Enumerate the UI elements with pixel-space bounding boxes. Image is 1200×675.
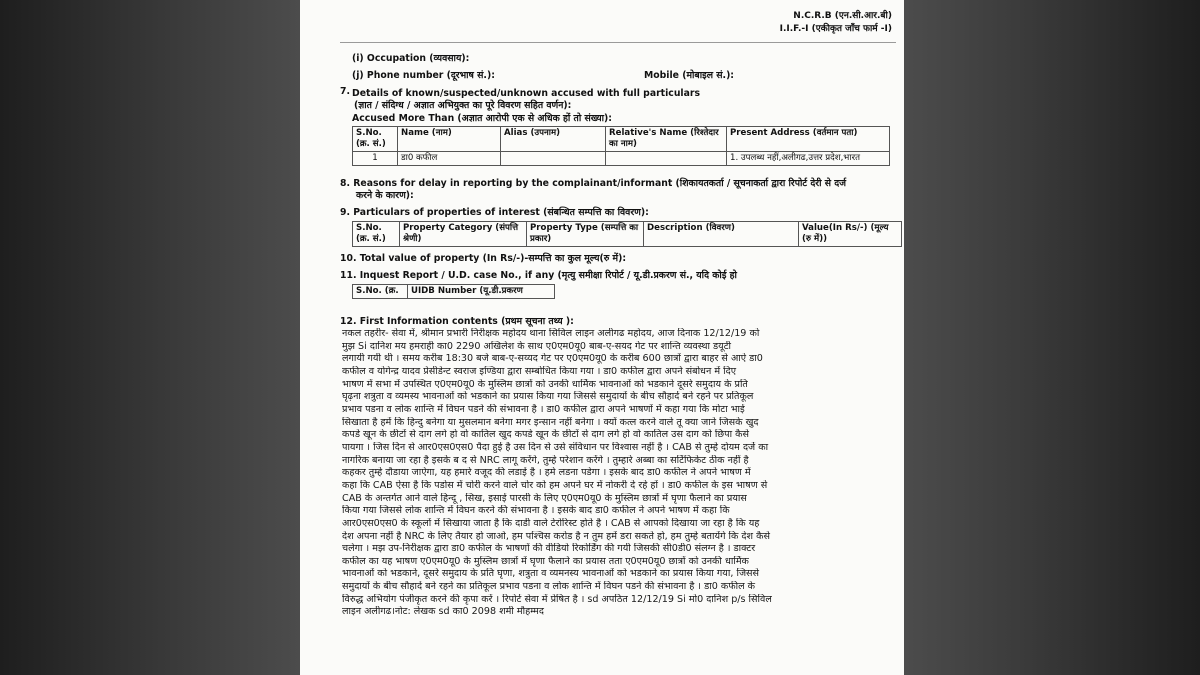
table-header-row: [353, 285, 555, 299]
fir-line: विरुद्ध अभियोग पंजीकृत करने की कृपा करें । रिपोर्ट सेवा में प्रेषित है । sd अपठित 12/12/19 Si मो0 दानिश p/s सिविल: [342, 593, 772, 605]
col-sno: S.No.(क्र. सं.): [353, 127, 398, 152]
fir-line: कहकर तुम्हे दौडाया जाऐगा, यह हमारे वजूद की लडाई है । हमे लडना पडेगा । इसके बाद डा0 कफील ने अपने भाषण में: [342, 467, 751, 479]
cell-sno: 1: [353, 152, 398, 166]
fir-line: कफील का यह भाषण ए0एम0यू0 के मुस्लिम छात्रों में घृणा फैलाने का प्रयास तता ए0एम0यू0 छात्रों को उनकी धार्मिक: [342, 555, 749, 567]
accused-table: [352, 126, 890, 166]
col-description: Description (विवरण): [644, 222, 799, 247]
fir-contents: [342, 328, 862, 619]
fir-line: लगायी गयी थी । समय करीब 18:30 बजे बाब-ए-सय्यद गेट पर ए0एम0यू0 के करीब 600 छात्रों द्वारा बाहर से आऐ डा0: [342, 353, 763, 365]
section-12-title: 12. First Information contents (प्रथम सूचना तथ्य ):: [340, 316, 574, 327]
inquest-table: [352, 284, 555, 299]
right-backdrop: [904, 0, 1200, 675]
col-name: Name (नाम): [398, 127, 501, 152]
fir-line: मुझ Si दानिश मय हमराही का0 2290 अखिलेश के साथ ए0एम0यू0 बाब-ए-सयद गेट पर शान्ति व्यवस्था डयूटी: [342, 340, 732, 352]
accused-count-label: Accused More Than (अज्ञात आरोपी एक से अधिक हों तो संख्या):: [352, 113, 612, 124]
header-ncrb: N.C.R.B (एन.सी.आर.बी): [793, 11, 892, 21]
fir-line: आर0एस0एस0 के स्कूलों में सिखाया जाता है कि दाडी वाले टेरोरिस्ट होते है । CAB से आपको दिखाया जा रहा है कि यह: [342, 517, 760, 529]
cell-name: डा0 कफील: [398, 152, 501, 166]
fir-line: पायगा । जिस दिन से आर0एस0एस0 पैदा हुई है उस दिन से उसे संविधान पर विश्वास नहीं है । CAB से तुम्हे दोयम दर्जे का: [342, 441, 769, 453]
header-iif: I.I.F.-I (एकीकृत जाँच फार्म -I): [779, 24, 892, 34]
cell-relative: [606, 152, 727, 166]
section-7-title: Details of known/suspected/unknown accused with full particulars: [352, 88, 701, 99]
col-sno: S.No. (क्र.: [353, 285, 408, 299]
fir-line: किया गया जिससे लोक शान्ति में विघन करने की संभावना है । इसके बाद डा0 कफील ने अपने भाषण में कहा कि: [342, 505, 730, 517]
fir-line: कपडे खून के छीटों से दाग लगे हो वो कातिल खुद कपडे खून के छीटों से दाग लगे हो वो कातिल उस दाग को छिपा कैसे: [342, 429, 749, 441]
col-relative: Relative's Name (रिश्तेदार का नाम): [606, 127, 727, 152]
fir-line: CAB के अन्तर्गत आने वाले हिन्दू , सिख, इसाई पारसी के लिए ए0एम0यू0 के मुस्लिम छात्रों में घृणा फैलाने का प्रयास: [342, 492, 747, 504]
col-type: Property Type (सम्पत्ति का प्रकार): [527, 222, 644, 247]
col-alias: Alias (उपनाम): [501, 127, 606, 152]
left-backdrop: [0, 0, 300, 675]
cell-alias: [501, 152, 606, 166]
property-table: [352, 221, 902, 247]
cell-address: 1. उपलब्ध नहीं,अलीगढ,उत्तर प्रदेश,भारत: [727, 152, 890, 166]
section-9-title: 9. Particulars of properties of interest (संबन्धित सम्पत्ति का विवरण):: [340, 207, 649, 218]
fir-line: सिखाता है हमें कि हिन्दु बनेगा या मुसलमान बनेगा मगर इन्सान नहीं बनेगा । क्यों कत्ल करने वाले तू क्या जाने जिसके खुद: [342, 416, 759, 428]
fir-line: नागरिक बनाया जा रहा है इसके ब द से NRC लागू करेंगे, तुम्हे परेशान करेंगे । तुम्हारे अब्बा का सर्टिफिकेट ठीक नहीं है: [342, 454, 749, 466]
form-header: [780, 10, 892, 36]
fir-line: कहा कि CAB ऐसा है कि पडोस में चोरी करने वाले चोर को हम अपने घर में नोकरी दे रहे हों । डा0 कफील के इस भाषण से: [342, 479, 768, 491]
fir-line: प्रभाव पडना व लोक शान्ति में विघन पडने की संभावना है । डा0 कफील द्वारा अपने भाषणों में कहा गया कि मोटा भाई: [342, 403, 745, 415]
mobile-label: Mobile (मोबाइल सं.):: [644, 70, 735, 81]
section-8-title: 8. Reasons for delay in reporting by the complainant/informant (शिकायतकर्ता / सूचनाकर्ता द्वारा रिपोर्ट देरी से दर्ज: [340, 178, 847, 189]
section-8-subtitle: करने के कारण):: [356, 190, 414, 201]
fir-line: नकल तहरीर- सेवा में, श्रीमान प्रभारी निरीक्षक महोदय थाना सिविल लाइन अलीगढ महोदय, आज दिनाक 12/12/19 को: [342, 328, 760, 339]
fir-line: देश अपना नहीं है NRC के लिए तैयार हो जाओ, हम पश्चिस करोड है न तुम हमें डरा सकते हो, हम तुम्हे बतायेंगे कि देश कैसे: [342, 530, 770, 542]
section-10-title: 10. Total value of property (In Rs/-)-सम्पत्ति का कुल मूल्य(रु में):: [340, 253, 627, 264]
col-value: Value(In Rs/-) (मूल्य (रु में)): [799, 222, 902, 247]
phone-label: (j) Phone number (दूरभाष सं.):: [352, 70, 495, 81]
table-header-row: [353, 222, 902, 247]
section-7-number: 7.: [340, 86, 351, 97]
fir-line: भाषण में सभा में उपस्थित ए0एम0यू0 के मुस्लिम छात्रों को उनकी धार्मिक भावनाओं को भडकाने दूसरे समुदाय के प्रति: [342, 378, 748, 390]
fir-line: भावनाओं को भडकाने, दूसरे समुदाय के प्रति घृणा, शत्रुता व व्यमनस्य भावनाओं को भडकाने का प्रयास किया गया, जिससे: [342, 568, 760, 580]
section-7-subtitle: (ज्ञात / संदिग्ध / अज्ञात अभियुक्त का पूरे विवरण सहित वर्णन):: [354, 100, 572, 111]
fir-line: चलेगा । मझ उप-निरीक्षक द्वारा डा0 कफील के भाषणों की वीडियो रिकोर्डिंग की गयी जिसकी सी0डी0 संलग्न है । डाक्टर: [342, 543, 756, 555]
col-sno: S.No. (क्र. सं.): [353, 222, 400, 247]
fir-document-page: [300, 0, 904, 675]
fir-line: घृढ़ना शत्रुता व व्यमस्य भावनाओं को भडकाने का प्रयास किया गया जिससे समुदायों के बीच सौहार्द बने रहने पर प्रतिकूल: [342, 391, 754, 403]
fir-line: कफील व योगेन्द्र यादव प्रेसीडेन्ट स्वराज इण्डिया द्वारा सम्बोधित किया गया । डा0 कफील द्वारा अपने संबोधन में दिए: [342, 365, 737, 377]
col-category: Property Category (संपत्ति श्रेणी): [400, 222, 527, 247]
col-address: Present Address (वर्तमान पता): [727, 127, 890, 152]
table-header-row: [353, 127, 890, 152]
header-divider: [340, 42, 896, 43]
col-uidb: UIDB Number (यू.डी.प्रकरण: [408, 285, 555, 299]
fir-line: लाइन अलीगढ।नोट: लेखक sd का0 2098 शमी मौहम्मद: [342, 606, 544, 618]
table-row: [353, 152, 890, 166]
occupation-label: (i) Occupation (व्यवसाय):: [352, 53, 470, 64]
section-11-title: 11. Inquest Report / U.D. case No., if any (मृत्यु समीक्षा रिपोर्ट / यू.डी.प्रकरण सं., यदि कोई हो: [340, 270, 737, 281]
fir-line: समुदायों के बीच सौहार्द बने रहने का प्रतिकूल प्रभाव पडना व लोक शान्ति में विघन पडने की संभावना है । डा0 कफील के: [342, 581, 756, 593]
